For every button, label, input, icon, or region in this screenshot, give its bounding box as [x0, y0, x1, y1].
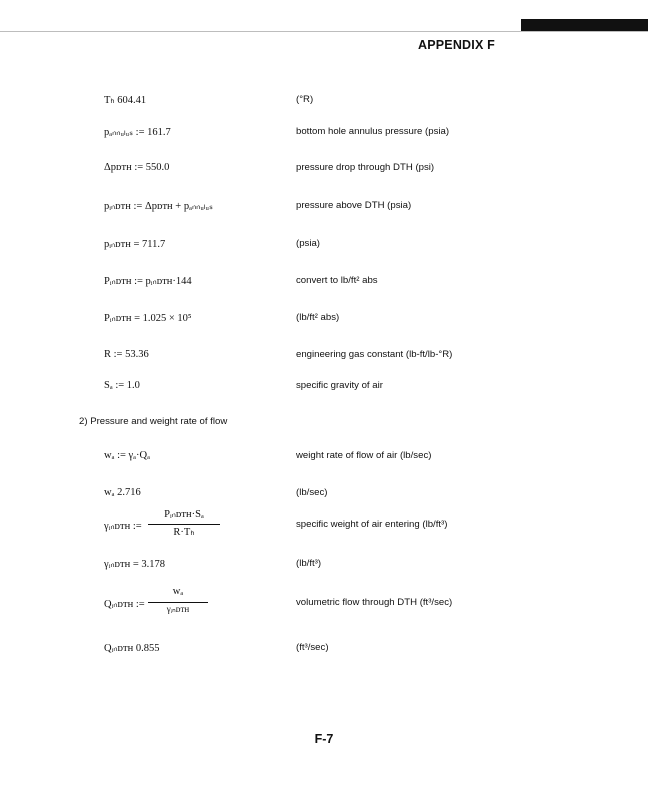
- equation: γᵢₙᴅᴛʜ = 3.178: [104, 559, 166, 570]
- equation: pᵢₙᴅᴛʜ := Δpᴅᴛʜ + pₐₙₙᵤₗᵤₛ: [104, 201, 213, 212]
- equation-lhs: Qᵢₙᴅᴛʜ :=: [104, 599, 145, 610]
- section-heading: APPENDIX F: [417, 38, 495, 52]
- equation-description: (ft³/sec): [296, 642, 329, 653]
- equation: Tₕ 604.41: [104, 95, 147, 106]
- fraction-equation: [104, 508, 234, 544]
- fraction-bar: [148, 524, 220, 525]
- equation-description: volumetric flow through DTH (ft³/sec): [296, 597, 453, 608]
- fraction-numerator: Pᵢₙᴅᴛʜ·Sₐ: [164, 509, 204, 520]
- fraction-equation-row: [0, 508, 648, 544]
- fraction-bar: [148, 602, 208, 603]
- equation-description: (lb/sec): [296, 487, 328, 498]
- equation-description: engineering gas constant (lb-ft/lb-°R): [296, 349, 453, 360]
- fraction-equation: [104, 586, 234, 622]
- equation: wₐ := γₐ·Qₐ: [104, 450, 151, 461]
- fraction-equation-row: [0, 586, 648, 622]
- equation: Qᵢₙᴅᴛʜ 0.855: [104, 643, 160, 654]
- header-black-bar: [521, 19, 648, 31]
- equation-description: (lb/ft² abs): [296, 312, 340, 323]
- equation: Sₐ := 1.0: [104, 380, 140, 391]
- header-rule: [0, 31, 648, 32]
- equation: wₐ 2.716: [104, 487, 141, 498]
- equation-description: pressure above DTH (psia): [296, 200, 412, 211]
- page-number: F-7: [314, 732, 334, 746]
- equation: Δpᴅᴛʜ := 550.0: [104, 162, 170, 173]
- fraction-denominator: γᵢₙᴅᴛʜ: [166, 604, 190, 614]
- fraction-denominator: R·Tₕ: [173, 527, 195, 538]
- equation: pₐₙₙᵤₗᵤₛ := 161.7: [104, 127, 171, 138]
- equation: pᵢₙᴅᴛʜ = 711.7: [104, 239, 166, 250]
- equation-description: (°R): [296, 94, 314, 105]
- equation-description: convert to lb/ft² abs: [296, 275, 378, 286]
- equation-description: pressure drop through DTH (psi): [296, 162, 435, 173]
- equation: Pᵢₙᴅᴛʜ = 1.025 × 10⁵: [104, 313, 192, 324]
- equation-description: weight rate of flow of air (lb/sec): [296, 450, 432, 461]
- section-title: 2) Pressure and weight rate of flow: [79, 416, 228, 427]
- equation: Pᵢₙᴅᴛʜ := pᵢₙᴅᴛʜ·144: [104, 276, 192, 287]
- fraction-numerator: wₐ: [172, 586, 184, 597]
- equation-description: specific weight of air entering (lb/ft³): [296, 519, 448, 530]
- equation-description: bottom hole annulus pressure (psia): [296, 126, 450, 137]
- equation-description: (psia): [296, 238, 320, 249]
- equation-description: specific gravity of air: [296, 380, 383, 391]
- equation-description: (lb/ft³): [296, 558, 322, 569]
- equation: R := 53.36: [104, 349, 149, 360]
- equation-lhs: γᵢₙᴅᴛʜ :=: [104, 521, 142, 532]
